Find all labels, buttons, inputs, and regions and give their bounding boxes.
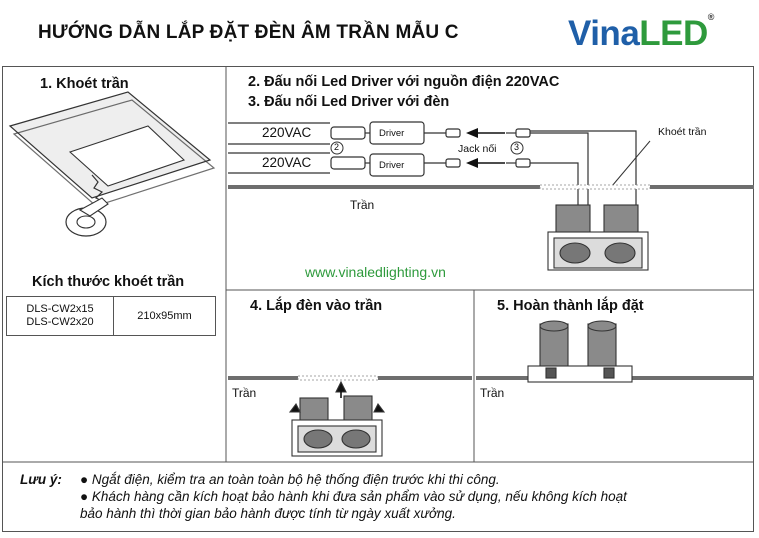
size-cell: 210x95mm xyxy=(114,297,216,336)
step3-title: 3. Đấu nối Led Driver với đèn xyxy=(248,94,450,110)
step5-title: 5. Hoàn thành lắp đặt xyxy=(497,298,644,314)
bullet-icon: ● xyxy=(80,472,89,487)
ceiling-label-step23: Trần xyxy=(350,198,375,212)
step1-title: 1. Khoét trần xyxy=(40,76,129,92)
model-cell xyxy=(7,297,114,336)
driver-label-1: Driver xyxy=(379,128,405,139)
ceiling-cutout-illustration xyxy=(10,92,214,236)
luminaire-step5 xyxy=(528,321,632,382)
size-section-title: Kích thước khoét trần xyxy=(32,274,185,290)
driver-label-2: Driver xyxy=(379,160,405,171)
ceiling-line-step23 xyxy=(228,185,754,189)
model-name: DLS-CW2x20 xyxy=(26,316,94,328)
note-text-2: Khách hàng cần kích hoạt bảo hành khi đưa sản phẩm vào sử dụng, nếu không kích hoạt xyxy=(91,489,627,504)
note-line-1 xyxy=(80,472,500,487)
note-text-3: bảo hành thì thời gian bảo hành được tính từ ngày xuất xưởng. xyxy=(80,506,456,521)
step2-title: 2. Đấu nối Led Driver với nguồn điện 220VAC xyxy=(248,74,560,90)
model-name: DLS-CW2x15 xyxy=(26,303,94,315)
logo-led-text: LED xyxy=(639,14,708,53)
size-table xyxy=(6,296,216,336)
luminaire-step4 xyxy=(290,382,384,456)
jack-label: Jack nối xyxy=(458,143,497,155)
marker-2-label: 2 xyxy=(334,142,340,152)
marker-3-label: 3 xyxy=(514,142,520,152)
website-url: www.vinaledlighting.vn xyxy=(305,264,446,280)
cutout-pointer-line xyxy=(612,141,650,186)
ceiling-label-step4: Trần xyxy=(232,386,257,400)
logo-registered-mark: ® xyxy=(707,12,714,22)
logo-vina-text: Vina xyxy=(568,14,640,53)
note-text-1: Ngắt điện, kiểm tra an toàn toàn bộ hệ thống điện trước khi thi công. xyxy=(91,472,500,487)
note-line-2 xyxy=(80,489,627,504)
luminaire-step23 xyxy=(548,205,648,270)
cutout-label: Khoét trần xyxy=(658,126,707,138)
bullet-icon: ● xyxy=(80,489,89,504)
notes-label: Lưu ý: xyxy=(20,472,62,487)
voltage-label-2: 220VAC xyxy=(262,155,312,170)
ceiling-label-step5: Trần xyxy=(480,386,505,400)
ceiling-line-step4 xyxy=(228,376,472,380)
page-title: HƯỚNG DẪN LẮP ĐẶT ĐÈN ÂM TRẦN MẪU C xyxy=(38,22,459,43)
voltage-label-1: 220VAC xyxy=(262,125,312,140)
step4-title: 4. Lắp đèn vào trần xyxy=(250,298,383,314)
